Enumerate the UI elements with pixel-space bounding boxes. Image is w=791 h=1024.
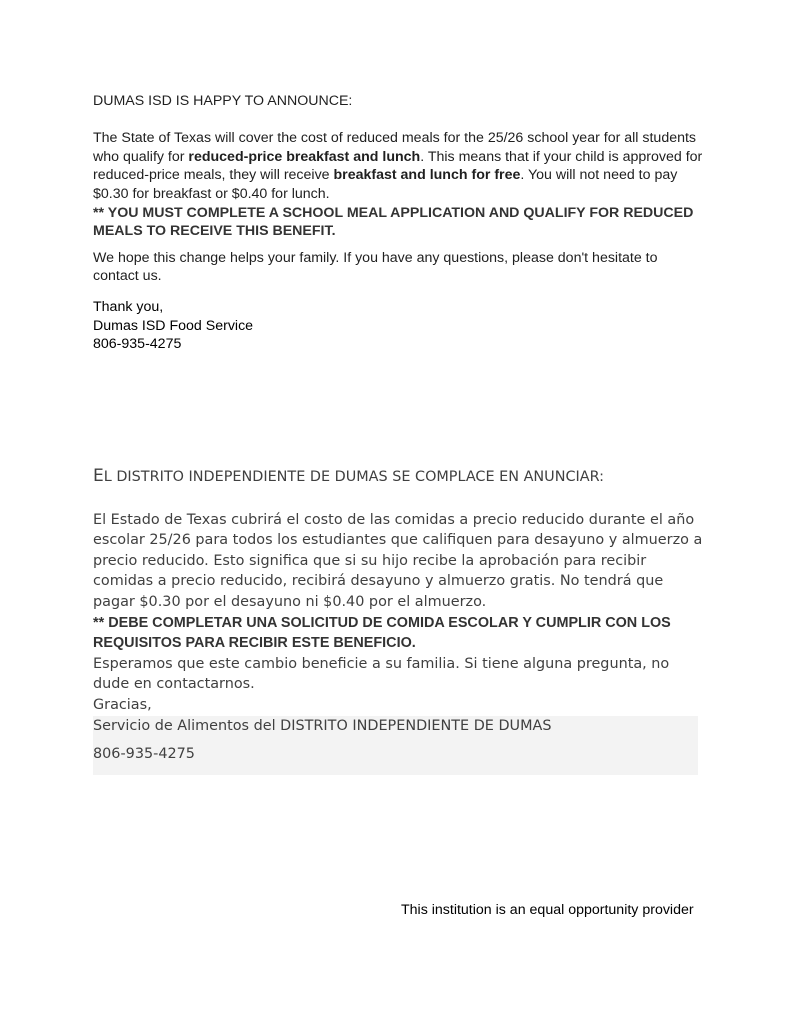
spanish-thanks: Gracias, xyxy=(93,696,152,713)
english-signature-block xyxy=(93,298,703,354)
english-paragraph xyxy=(93,129,703,203)
spanish-heading-rest: L DISTRITO INDEPENDIENTE DE DUMAS SE COMPLACE EN ANUNCIAR: xyxy=(103,469,605,485)
english-warning: ** YOU MUST COMPLETE A SCHOOL MEAL APPLICATION AND QUALIFY FOR REDUCED MEALS TO RECEIVE THIS BENEFIT. xyxy=(93,204,694,240)
spanish-hope-text: Esperamos que este cambio beneficie a su familia. Si tiene alguna pregunta, no dude en contactarnos. xyxy=(93,655,670,693)
spanish-signature: Servicio de Alimentos del DISTRITO INDEPENDIENTE DE DUMAS xyxy=(93,717,552,734)
english-hope-text: We hope this change helps your family. If you have any questions, please don't hesitate to contact us. xyxy=(93,249,658,285)
spanish-phone: 806-935-4275 xyxy=(93,746,195,763)
english-bold-free-meals: breakfast and lunch for free xyxy=(333,167,521,184)
equal-opportunity-statement: This institution is an equal opportunity provider xyxy=(401,902,694,918)
spanish-heading-initial: E xyxy=(93,466,104,486)
english-signature: Dumas ISD Food Service xyxy=(93,317,254,334)
english-announcement xyxy=(93,92,703,354)
english-heading: DUMAS ISD IS HAPPY TO ANNOUNCE: xyxy=(93,93,353,109)
english-phone: 806-935-4275 xyxy=(93,336,182,353)
english-paragraph-text-3: . You will not need to pay $0.30 for breakfast or $0.40 for lunch. xyxy=(93,167,678,202)
english-thanks: Thank you, xyxy=(93,298,164,315)
english-paragraph-text-1: The State of Texas will cover the cost of reduced meals for the 25/26 school year for all students who qualify for xyxy=(93,130,697,165)
spanish-heading xyxy=(93,466,705,488)
spanish-announcement xyxy=(93,466,705,775)
english-bold-reduced-price: reduced-price breakfast and lunch xyxy=(188,148,421,165)
english-paragraph-text-2: . This means that if your child is approved for reduced-price meals, they will receive xyxy=(93,148,703,184)
spanish-signature-block xyxy=(93,716,698,775)
spanish-paragraph: El Estado de Texas cubrirá el costo de las comidas a precio reducido durante el año escolar 25/26 para todos los estudiantes que califiquen para desayuno y almuerzo a precio reducido. Esto significa que si su hijo recibe la aprobación para recibir comidas a precio reducido, recibirá desayuno y almuerzo gratis. No tendrá que pagar $0.30 por el desayuno ni $0.40 por el almuerzo. xyxy=(93,511,703,610)
spanish-warning: ** DEBE COMPLETAR UNA SOLICITUD DE COMIDA ESCOLAR Y CUMPLIR CON LOS REQUISITOS PARA RECIBIR ESTE BENEFICIO. xyxy=(93,614,671,652)
